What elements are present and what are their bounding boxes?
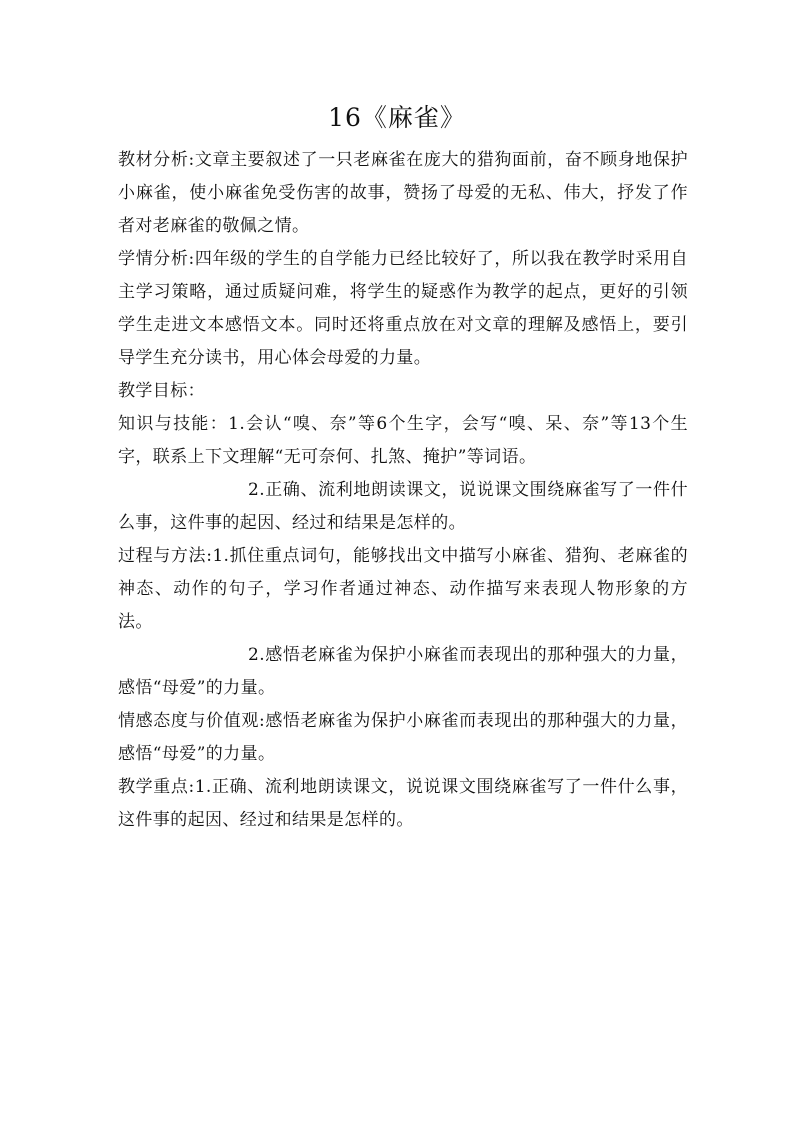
paragraph-label: 过程与方法: — [118, 546, 213, 566]
document-title: 16《麻雀》 — [328, 103, 466, 132]
paragraph-text: 感悟老麻雀为保护小麻雀而表现出的那种强大的力量，感悟“母爱”的力量。 — [118, 711, 688, 764]
paragraph-text: 1.正确、流利地朗读课文，说说课文围绕麻雀写了一件什么事，这件事的起因、经过和结果是怎样的。 — [118, 777, 688, 830]
paragraph-process-method-item-2 — [118, 639, 688, 705]
paragraph-teaching-focus — [118, 771, 688, 837]
paragraph-text: 1.会认“嗅、奈”等6个生字，会写“嗅、呆、奈”等13个生字，联系上下文理解“无可奈何、扎煞、掩护”等词语。 — [118, 414, 689, 467]
paragraph-teaching-goals — [118, 375, 688, 408]
paragraph-student-analysis — [118, 243, 688, 375]
document-body — [118, 144, 688, 837]
paragraph-text: 2.感悟老麻雀为保护小麻雀而表现出的那种强大的力量，感悟“母爱”的力量。 — [118, 645, 688, 698]
paragraph-emotion-values — [118, 705, 688, 771]
paragraph-textbook-analysis — [118, 144, 688, 243]
paragraph-label: 知识与技能： — [118, 414, 229, 434]
paragraph-text: 2.正确、流利地朗读课文，说说课文围绕麻雀写了一件什么事，这件事的起因、经过和结果是怎样的。 — [118, 480, 688, 533]
paragraph-label: 教学重点: — [118, 777, 195, 797]
paragraph-label: 学情分析: — [118, 249, 195, 269]
paragraph-text: 四年级的学生的自学能力已经比较好了，所以我在教学时采用自主学习策略，通过质疑问难，将学生的疑惑作为教学的起点，更好的引领学生走进文本感悟文本。同时还将重点放在对文章的理解及感悟上，要引导学生充分读书，用心体会母爱的力量。 — [118, 249, 689, 368]
paragraph-text: 1.抓住重点词句，能够找出文中描写小麻雀、猎狗、老麻雀的神态、动作的句子，学习作者通过神态、动作描写来表现人物形象的方法。 — [118, 546, 688, 632]
paragraph-label: 教学目标： — [118, 381, 205, 401]
paragraph-knowledge-skills — [118, 408, 688, 474]
paragraph-text: 文章主要叙述了一只老麻雀在庞大的猎狗面前，奋不顾身地保护小麻雀，使小麻雀免受伤害的故事，赞扬了母爱的无私、伟大，抒发了作者对老麻雀的敬佩之情。 — [118, 150, 689, 236]
paragraph-process-method — [118, 540, 688, 639]
paragraph-knowledge-skills-item-2 — [118, 474, 688, 540]
paragraph-label: 情感态度与价值观: — [118, 711, 266, 731]
paragraph-label: 教材分析: — [118, 150, 195, 170]
